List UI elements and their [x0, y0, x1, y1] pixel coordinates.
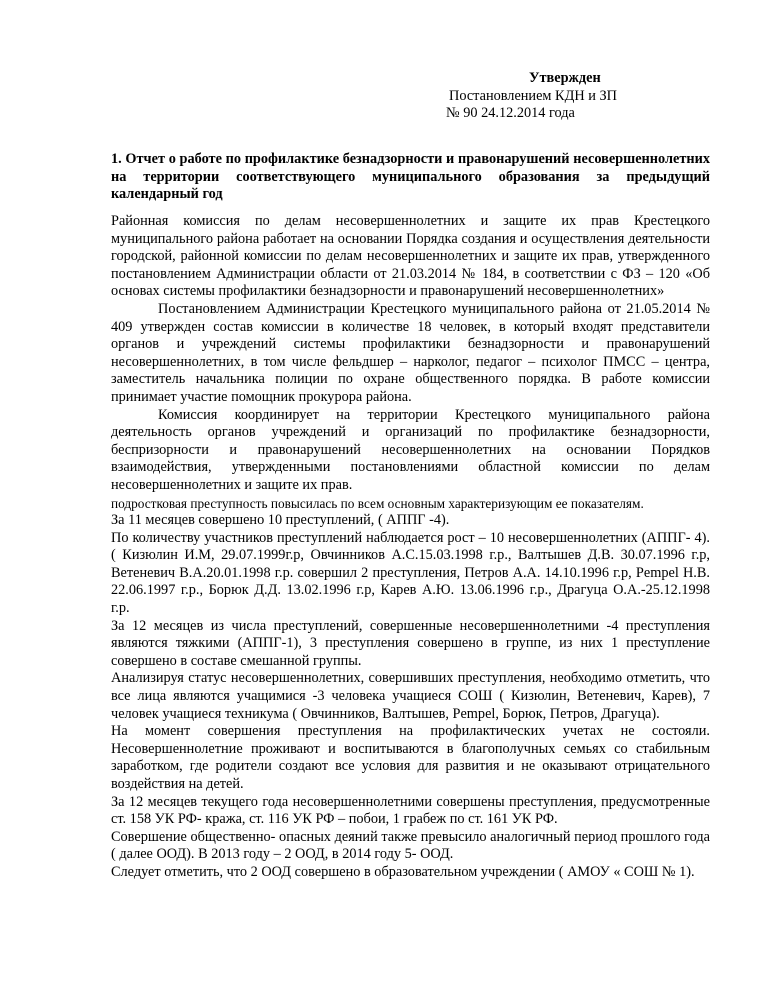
- paragraph: За 12 месяцев из числа преступлений, совершенные несовершеннолетними -4 преступления являются тяжкими (АППГ-1), 3 преступления совершено в группе, из них 1 преступление совершено в составе смешанной группы.: [111, 617, 710, 669]
- paragraph: Анализируя статус несовершеннолетних, совершивших преступления, необходимо отметить, что все лица являются учащимися -3 человека учащиеся СОШ ( Кизюлин, Ветеневич, Карев), 7 человек учащиеся техникума ( Овчинников, Валтышев, Рempel, Борюк, Петров, Драгуца).: [111, 670, 710, 722]
- paragraph: За 11 месяцев совершено 10 преступлений, ( АППГ -4).: [111, 512, 450, 529]
- paragraph: За 12 месяцев текущего года несовершеннолетними совершены преступления, предусмотренные ст. 158 УК РФ- кража, ст. 116 УК РФ – побои, 1 грабеж по ст. 161 УК РФ.: [111, 793, 710, 828]
- paragraph: По количеству участников преступлений наблюдается рост – 10 несовершеннолетних (АППГ- 4). ( Кизюлин И.М, 29.07.1999г.р, Овчинников А.С.15.03.1998 г.р., Валтышев Д.В. 30.07.1996 г.р, Ветеневич В.А.20.01.1998 г.р. совершил 2 преступления, Петров А.А. 14.10.1996 г.р, Рempel Н.В. 22.06.1997 г.р., Борюк Д.Д. 13.02.1996 г.р, Карев А.Ю. 13.06.1996 г.р., Драгуца О.А.-25.12.1998 г.р.: [111, 529, 710, 617]
- paragraph: Совершение общественно- опасных деяний также превысило аналогичный период прошлого года ( далее ООД). В 2013 году – 2 ООД, в 2014 году 5- ООД.: [111, 828, 710, 863]
- report-body: [111, 213, 710, 882]
- paragraph: На момент совершения преступления на профилактических учетах не состояли. Несовершеннолетние проживают и воспитываются в благополучных семьях со стабильным заработком, где родители создают все условия для развития и не оказывают отрицательного воздействия на детей.: [111, 723, 710, 792]
- approval-number-date: № 90 24.12.2014 года: [446, 105, 575, 122]
- paragraph: Комиссия координирует на территории Крестецкого муниципального района деятельность органов учреждений и организаций по профилактике безнадзорности, беспризорности и правонарушений несовершеннолетних на основании Порядков взаимодействия, утвержденными постановлениями областной комиссии по делам несовершеннолетних и защите их прав.: [111, 406, 710, 493]
- paragraph: Следует отметить, что 2 ООД совершено в образовательном учреждении ( АМОУ « СОШ № 1).: [111, 863, 695, 880]
- approval-block: [442, 70, 682, 123]
- approval-title: Утвержден: [529, 70, 601, 86]
- paragraph: подростковая преступность повысилась по всем основным характеризующим ее показателям.: [111, 495, 644, 511]
- paragraph: Районная комиссия по делам несовершеннолетних и защите их прав Крестецкого муниципального района работает на основании Порядка создания и осуществления деятельности городской, районной комиссии по делам несовершеннолетних и защите их прав, утвержденного постановлением Администрации области от 21.03.2014 № 184, в соответствии с ФЗ – 120 «Об основах системы профилактики безнадзорности и правонарушений несовершеннолетних»: [111, 213, 710, 300]
- approval-decree: Постановлением КДН и ЗП: [449, 87, 617, 104]
- report-heading: 1. Отчет о работе по профилактике безнадзорности и правонарушений несовершеннолетних на территории соответствующего муниципального образования за предыдущий календарный год: [111, 151, 710, 203]
- paragraph: Постановлением Администрации Крестецкого муниципального района от 21.05.2014 № 409 утвержден состав комиссии в количестве 18 человек, в который входят представители органов и учреждений системы профилактики безнадзорности и правонарушений несовершеннолетних, в том числе фельдшер – нарколог, педагог – психолог ПМСС – центра, заместитель начальника полиции по охране общественного порядка. В работе комиссии принимает участие помощник прокурора района.: [111, 300, 710, 405]
